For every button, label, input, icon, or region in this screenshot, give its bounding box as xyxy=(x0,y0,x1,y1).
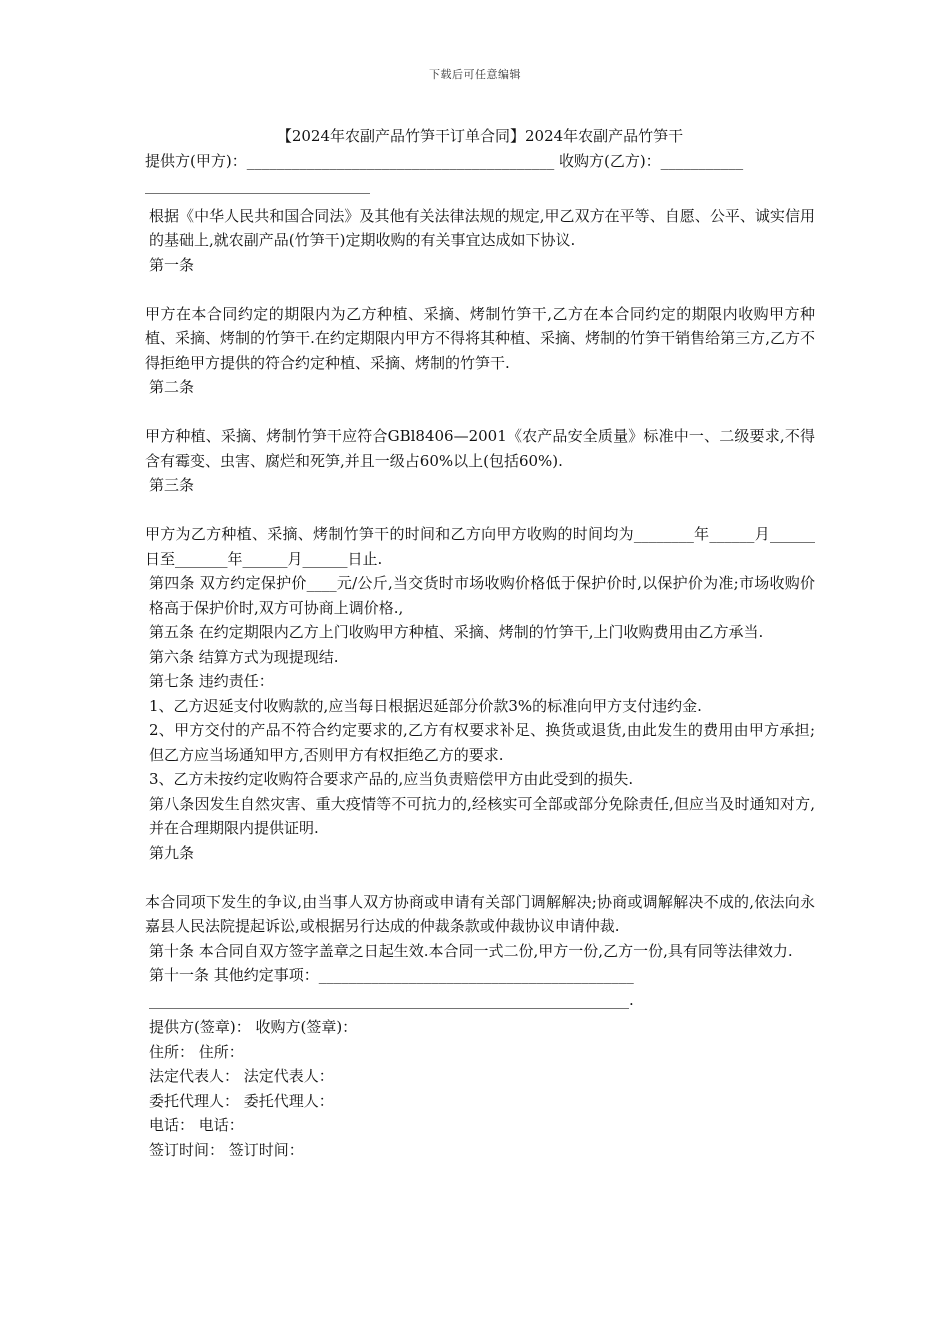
signature-line: 提供方(签章)： 收购方(签章)： xyxy=(149,1018,358,1036)
article-9-body: 本合同项下发生的争议,由当事人双方协商或申请有关部门调解解决;协商或调解解决不成的,依法向永嘉县人民法院提起诉讼,或根据另行达成的仲裁条款或仲裁协议申请仲裁. xyxy=(145,892,815,935)
article-5: 第五条 在约定期限内乙方上门收购甲方种植、采摘、烤制的竹笋干,上门收购费用由乙方承当. xyxy=(149,623,764,641)
contract-body xyxy=(145,124,815,1162)
download-watermark: 下载后可任意编辑 xyxy=(429,68,521,81)
preamble: 根据《中华人民共和国合同法》及其他有关法律法规的规定,甲乙双方在平等、自愿、公平、诚实信用的基础上,就农副产品(竹笋干)定期收购的有关事宜达成如下协议. xyxy=(149,206,815,249)
signature-line: 住所： 住所： xyxy=(149,1042,244,1061)
article-2-body: 甲方种植、采摘、烤制竹笋干应符合GBl8406—2001《农产品安全质量》标准中一、二级要求,不得含有霉变、虫害、腐烂和死笋,并且一级占60%以上(包括60%). xyxy=(145,427,815,470)
article-3-body: 甲方为乙方种植、采摘、烤制竹笋干的时间和乙方向甲方收购的时间均为________年______月______日至_______年______月______日止. xyxy=(145,525,815,568)
article-7-heading: 第七条 违约责任： xyxy=(149,672,274,690)
article-10: 第十条 本合同自双方签字盖章之日起生效.本合同一式二份,甲方一份,乙方一份,具有同等法律效力. xyxy=(149,941,793,960)
signature-line: 委托代理人： 委托代理人： xyxy=(149,1091,334,1110)
article-2-heading: 第二条 xyxy=(149,378,195,396)
article-1-heading: 第一条 xyxy=(149,255,195,274)
article-6: 第六条 结算方式为现提现结. xyxy=(149,647,339,666)
article-1-body: 甲方在本合同约定的期限内为乙方种植、采摘、烤制竹笋干,乙方在本合同约定的期限内收购甲方种植、采摘、烤制的竹笋干.在约定期限内甲方不得将其种植、采摘、烤制的竹笋干销售给第三方,乙方不得拒绝甲方提供的符合约定种植、采摘、烤制的竹笋干. xyxy=(145,304,815,372)
parties-line-continued: ______________________________ xyxy=(145,176,370,194)
article-4: 第四条 双方约定保护价____元/公斤,当交货时市场收购价格低于保护价时,以保护价为准;市场收购价格高于保护价时,双方可协商上调价格., xyxy=(149,574,815,617)
article-11-line: 第十一条 其他约定事项：__________________________________________ xyxy=(149,966,634,984)
signature-line: 签订时间： 签订时间： xyxy=(149,1140,304,1159)
article-11-line-continued: ________________________________________________________________. xyxy=(149,990,634,1009)
signature-line: 电话： 电话： xyxy=(149,1116,244,1134)
article-7-item: 1、乙方迟延支付收购款的,应当每日根据迟延部分价款3%的标准向甲方支付违约金. xyxy=(149,696,702,715)
parties-line: 提供方(甲方)：_________________________________________ 收购方(乙方)：___________ xyxy=(145,151,744,170)
article-8: 第八条因发生自然灾害、重大疫情等不可抗力的,经核实可全部或部分免除责任,但应当及时通知对方,并在合理期限内提供证明. xyxy=(149,794,815,837)
article-3-heading: 第三条 xyxy=(149,476,195,494)
contract-title: 【2024年农副产品竹笋干订单合同】2024年农副产品竹笋干 xyxy=(276,127,684,145)
signature-line: 法定代表人： 法定代表人： xyxy=(149,1067,334,1085)
article-7-item: 3、乙方未按约定收购符合要求产品的,应当负责赔偿甲方由此受到的损失. xyxy=(149,770,634,788)
article-9-heading: 第九条 xyxy=(149,843,195,862)
article-7-item: 2、甲方交付的产品不符合约定要求的,乙方有权要求补足、换货或退货,由此发生的费用由甲方承担;但乙方应当场通知甲方,否则甲方有权拒绝乙方的要求. xyxy=(149,721,815,764)
